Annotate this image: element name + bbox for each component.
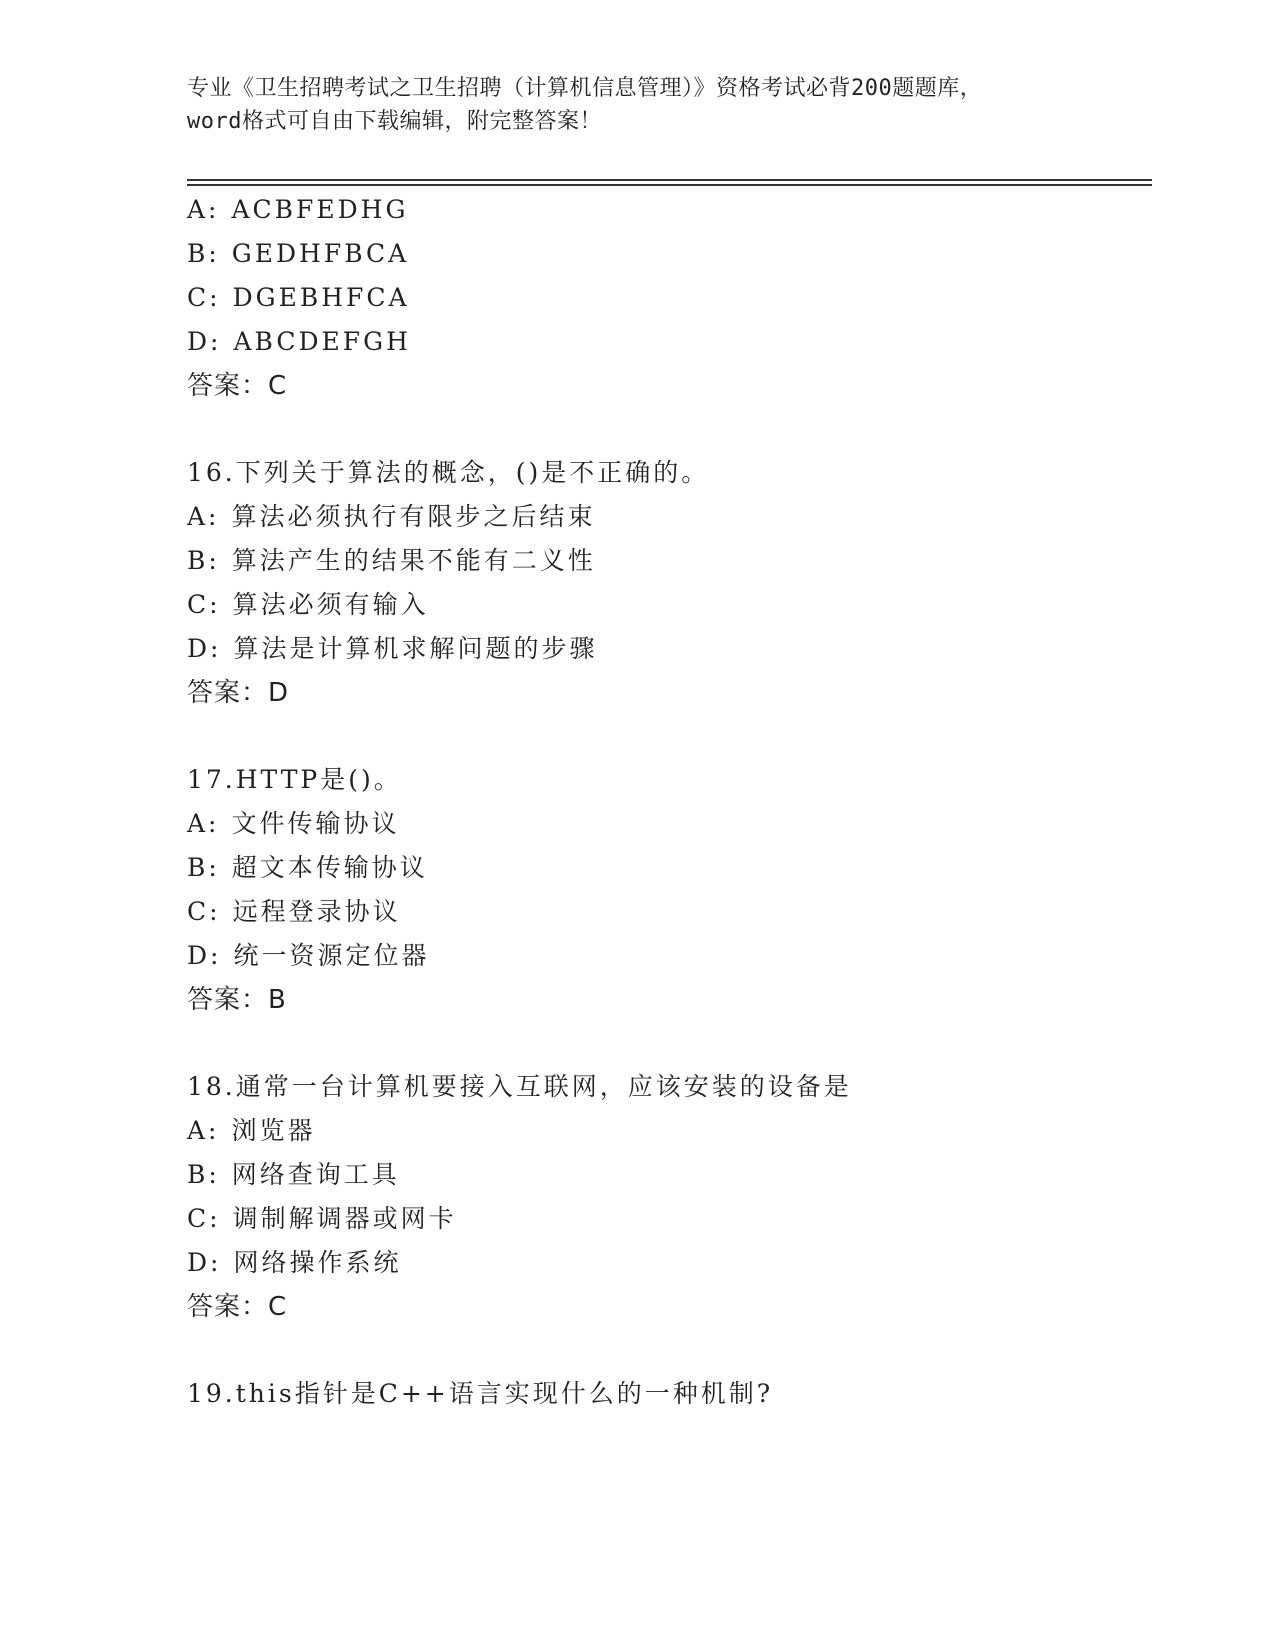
q17-option-b: B: 超文本传输协议 [187, 853, 428, 882]
q17-question: 17.HTTP是()。 [187, 765, 402, 794]
header-divider-top [187, 179, 1152, 181]
q17-answer: 答案：B [187, 985, 287, 1015]
q15-option-a: A: ACBFEDHG [187, 195, 409, 224]
q18-answer: 答案：C [187, 1292, 288, 1322]
q18-option-d: D: 网络操作系统 [187, 1248, 402, 1277]
q18-option-a: A: 浏览器 [187, 1116, 316, 1145]
q16-option-d: D: 算法是计算机求解问题的步骤 [187, 634, 598, 663]
q17-option-d: D: 统一资源定位器 [187, 941, 430, 970]
q19-question: 19.this指针是C++语言实现什么的一种机制? [187, 1379, 774, 1408]
document-header [187, 72, 1107, 138]
header-line-2: word格式可自由下载编辑，附完整答案！ [187, 109, 602, 134]
q15-option-d: D: ABCDEFGH [187, 327, 411, 356]
q17-option-c: C: 远程登录协议 [187, 897, 401, 926]
q16-answer: 答案：D [187, 678, 290, 708]
header-line-1: 专业《卫生招聘考试之卫生招聘（计算机信息管理）》资格考试必背200题题库， [187, 76, 983, 101]
q18-option-c: C: 调制解调器或网卡 [187, 1204, 457, 1233]
q15-answer: 答案：C [187, 371, 288, 401]
q16-option-b: B: 算法产生的结果不能有二义性 [187, 546, 596, 575]
q18-option-b: B: 网络查询工具 [187, 1160, 400, 1189]
q18-question: 18.通常一台计算机要接入互联网，应该安装的设备是 [187, 1072, 852, 1101]
q16-option-a: A: 算法必须执行有限步之后结束 [187, 502, 596, 531]
q16-option-c: C: 算法必须有输入 [187, 590, 429, 619]
q16-question: 16.下列关于算法的概念，()是不正确的。 [187, 458, 710, 487]
q17-option-a: A: 文件传输协议 [187, 809, 400, 838]
q15-option-b: B: GEDHFBCA [187, 239, 410, 268]
q15-option-c: C: DGEBHFCA [187, 283, 410, 312]
header-divider-bottom [187, 184, 1152, 186]
